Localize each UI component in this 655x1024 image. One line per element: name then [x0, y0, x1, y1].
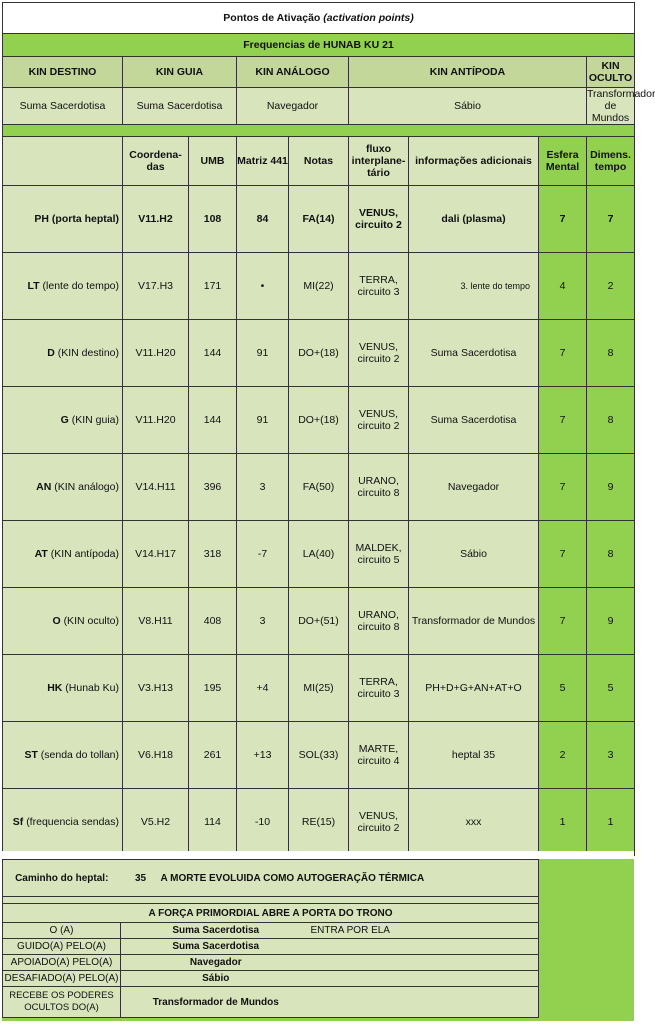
- kin-analogo-value: Navegador: [237, 88, 349, 125]
- cell-umb: 396: [189, 454, 237, 521]
- cell-info: Suma Sacerdotisa: [409, 320, 539, 387]
- row-label: [3, 454, 123, 521]
- cell-fluxo: [349, 722, 409, 789]
- row-code: AT: [34, 548, 48, 560]
- fluxo-planet: VENUS,: [358, 207, 399, 219]
- cell-coord: V11.H2: [123, 186, 189, 253]
- activation-sheet: [2, 2, 655, 856]
- row-label: [3, 521, 123, 588]
- col-esfera: Esfera Mental: [539, 137, 587, 186]
- fluxo-circuit: circuito 8: [357, 487, 400, 499]
- cell-umb: 114: [189, 789, 237, 856]
- cell-matriz: 3: [237, 454, 289, 521]
- cell-umb: 261: [189, 722, 237, 789]
- row-label-text: (KIN guia): [71, 414, 119, 426]
- cell-notas: DO+(18): [289, 387, 349, 454]
- table-row: [3, 320, 635, 387]
- cell-dim: 8: [587, 521, 635, 588]
- role-row: [3, 971, 539, 987]
- cell-fluxo: [349, 521, 409, 588]
- cell-matriz: 84: [237, 186, 289, 253]
- cell-coord: V3.H13: [123, 655, 189, 722]
- cell-info: Navegador: [409, 454, 539, 521]
- role-extra: [311, 939, 539, 955]
- row-label-text: (senda do tollan): [40, 749, 119, 761]
- roles-list: [3, 923, 539, 1018]
- row-code: PH: [34, 213, 49, 225]
- cell-dim: 9: [587, 588, 635, 655]
- kin-antipoda-value: Sábio: [349, 88, 587, 125]
- table-row: [3, 789, 635, 856]
- fluxo-planet: URANO,: [358, 609, 399, 621]
- cell-esfera: 7: [539, 186, 587, 253]
- col-dimens: Dimens. tempo: [587, 137, 635, 186]
- cell-coord: V8.H11: [123, 588, 189, 655]
- cell-dim: 9: [587, 454, 635, 521]
- cell-fluxo: [349, 253, 409, 320]
- col-notas: Notas: [289, 137, 349, 186]
- fluxo-circuit: circuito 4: [357, 755, 400, 767]
- fluxo-planet: MALDEK,: [355, 542, 402, 554]
- cell-dim: 8: [587, 387, 635, 454]
- cell-matriz: +4: [237, 655, 289, 722]
- cell-notas: MI(25): [289, 655, 349, 722]
- cell-notas: LA(40): [289, 521, 349, 588]
- cell-matriz: 91: [237, 320, 289, 387]
- cell-dim: 1: [587, 789, 635, 856]
- row-label-text: (KIN destino): [57, 347, 119, 359]
- kin-analogo-header: KIN ANÁLOGO: [237, 57, 349, 88]
- cell-info: Transformador de Mundos: [409, 588, 539, 655]
- cell-matriz: -7: [237, 521, 289, 588]
- table-row: [3, 454, 635, 521]
- cell-dim: 3: [587, 722, 635, 789]
- row-code: D: [47, 347, 55, 359]
- role-row: [3, 923, 539, 939]
- cell-dim: 7: [587, 186, 635, 253]
- role-row: [3, 987, 539, 1018]
- cell-esfera: 7: [539, 588, 587, 655]
- cell-coord: V14.H17: [123, 521, 189, 588]
- cell-notas: RE(15): [289, 789, 349, 856]
- role-row: [3, 955, 539, 971]
- col-coordenadas: Coordena-das: [123, 137, 189, 186]
- row-label-text: (Hunab Ku): [65, 682, 119, 694]
- row-label-text: (KIN antípoda): [50, 548, 119, 560]
- cell-fluxo: [349, 789, 409, 856]
- row-label-text: (lente do tempo): [42, 280, 119, 292]
- kin-destino-value: Suma Sacerdotisa: [3, 88, 123, 125]
- caminho-number: 35: [121, 860, 161, 897]
- kin-oculto-header: KIN OCULTO: [587, 57, 635, 88]
- cell-esfera: 7: [539, 387, 587, 454]
- row-code: AN: [36, 481, 52, 493]
- cell-fluxo: [349, 387, 409, 454]
- caminho-text: A MORTE EVOLUIDA COMO AUTOGERAÇÃO TÉRMICA: [161, 860, 539, 897]
- row-label: [3, 588, 123, 655]
- cell-matriz: +13: [237, 722, 289, 789]
- fluxo-circuit: circuito 5: [357, 554, 400, 566]
- col-fluxo: fluxo interplane-tário: [349, 137, 409, 186]
- col-matriz: Matriz 441: [237, 137, 289, 186]
- page-title: Pontos de Ativação (activation points): [3, 3, 635, 34]
- pad-row: [3, 897, 539, 904]
- cell-umb: 171: [189, 253, 237, 320]
- cell-notas: FA(14): [289, 186, 349, 253]
- role-label: APOIADO(A) PELO(A): [3, 955, 121, 971]
- summary-table: [2, 859, 539, 1018]
- fluxo-planet: TERRA,: [359, 274, 398, 286]
- fluxo-circuit: circuito 3: [357, 688, 400, 700]
- cell-info: heptal 35: [409, 722, 539, 789]
- spacer-row: [3, 125, 635, 137]
- cell-notas: SOL(33): [289, 722, 349, 789]
- fluxo-planet: MARTE,: [358, 743, 399, 755]
- cell-umb: 144: [189, 387, 237, 454]
- cell-coord: V11.H20: [123, 387, 189, 454]
- role-label: DESAFIADO(A) PELO(A): [3, 971, 121, 987]
- row-label: [3, 253, 123, 320]
- cell-info: PH+D+G+AN+AT+O: [409, 655, 539, 722]
- fluxo-planet: URANO,: [358, 475, 399, 487]
- cell-fluxo: [349, 186, 409, 253]
- cell-coord: V6.H18: [123, 722, 189, 789]
- table-row: [3, 655, 635, 722]
- role-extra: [311, 971, 539, 987]
- fluxo-circuit: circuito 2: [357, 822, 400, 834]
- cell-coord: V14.H11: [123, 454, 189, 521]
- cell-umb: 408: [189, 588, 237, 655]
- cell-esfera: 2: [539, 722, 587, 789]
- cell-notas: DO+(18): [289, 320, 349, 387]
- cell-info: dali (plasma): [409, 186, 539, 253]
- fluxo-planet: VENUS,: [358, 408, 399, 420]
- forca-title: A FORÇA PRIMORDIAL ABRE A PORTA DO TRONO: [3, 904, 539, 923]
- kin-guia-header: KIN GUIA: [123, 57, 237, 88]
- role-value: Suma Sacerdotisa: [121, 939, 311, 955]
- col-info: informações adicionais: [409, 137, 539, 186]
- cell-dim: 2: [587, 253, 635, 320]
- activation-table: [2, 2, 655, 856]
- cell-fluxo: [349, 454, 409, 521]
- row-label: [3, 320, 123, 387]
- role-value: Transformador de Mundos: [121, 987, 311, 1018]
- cell-matriz: -10: [237, 789, 289, 856]
- row-code: Sf: [12, 816, 24, 828]
- cell-fluxo: [349, 588, 409, 655]
- role-row: [3, 939, 539, 955]
- fluxo-circuit: circuito 8: [357, 621, 400, 633]
- cell-fluxo: [349, 655, 409, 722]
- row-label: [3, 722, 123, 789]
- cell-matriz: •: [237, 253, 289, 320]
- role-extra: [311, 955, 539, 971]
- col-label: [3, 137, 123, 186]
- cell-matriz: 3: [237, 588, 289, 655]
- role-label: O (A): [3, 923, 121, 939]
- table-row: [3, 186, 635, 253]
- col-umb: UMB: [189, 137, 237, 186]
- cell-fluxo: [349, 320, 409, 387]
- fluxo-circuit: circuito 2: [357, 420, 400, 432]
- summary-panel: [2, 859, 538, 1018]
- cell-esfera: 7: [539, 320, 587, 387]
- cell-dim: 5: [587, 655, 635, 722]
- role-value: Suma Sacerdotisa: [121, 923, 311, 939]
- fluxo-circuit: circuito 3: [357, 286, 400, 298]
- cell-notas: FA(50): [289, 454, 349, 521]
- cell-info: Suma Sacerdotisa: [409, 387, 539, 454]
- role-extra: ENTRA POR ELA: [311, 923, 539, 939]
- cell-esfera: 4: [539, 253, 587, 320]
- cell-matriz: 91: [237, 387, 289, 454]
- row-label: [3, 387, 123, 454]
- role-label: RECEBE OS PODERES OCULTOS DO(A): [3, 987, 121, 1018]
- row-code: ST: [24, 749, 38, 761]
- table-row: [3, 588, 635, 655]
- fluxo-planet: VENUS,: [358, 341, 399, 353]
- row-code: LT: [27, 280, 40, 292]
- cell-esfera: 7: [539, 521, 587, 588]
- cell-notas: MI(22): [289, 253, 349, 320]
- kin-oculto-value: Transformador de Mundos: [587, 88, 655, 124]
- row-label-text: (porta heptal): [51, 213, 119, 225]
- info-text: 3. lente do tempo: [460, 281, 530, 291]
- role-value: Sábio: [121, 971, 311, 987]
- row-label-text: (KIN análogo): [54, 481, 119, 493]
- frequencias-header: Frequencias de HUNAB KU 21: [3, 34, 635, 57]
- row-label: [3, 789, 123, 856]
- cell-esfera: 5: [539, 655, 587, 722]
- fluxo-planet: TERRA,: [359, 676, 398, 688]
- cell-info: xxx: [409, 789, 539, 856]
- section-gap: [2, 851, 634, 859]
- row-label: [3, 655, 123, 722]
- cell-coord: V17.H3: [123, 253, 189, 320]
- fluxo-circuit: circuito 2: [357, 353, 400, 365]
- cell-umb: 108: [189, 186, 237, 253]
- cell-umb: 318: [189, 521, 237, 588]
- table-row: [3, 253, 635, 320]
- row-label-text: (KIN oculto): [63, 615, 119, 627]
- kin-destino-header: KIN DESTINO: [3, 57, 123, 88]
- row-label: [3, 186, 123, 253]
- role-value: Navegador: [121, 955, 311, 971]
- role-label: GUIDO(A) PELO(A): [3, 939, 121, 955]
- cell-notas: DO+(51): [289, 588, 349, 655]
- row-code: G: [60, 414, 69, 426]
- caminho-label: Caminho do heptal:: [3, 860, 121, 897]
- table-row: [3, 722, 635, 789]
- cell-esfera: 1: [539, 789, 587, 856]
- row-label-text: (frequencia sendas): [26, 816, 119, 828]
- fluxo-planet: VENUS,: [358, 810, 399, 822]
- kin-antipoda-header: KIN ANTÍPODA: [349, 57, 587, 88]
- cell-coord: V5.H2: [123, 789, 189, 856]
- row-code: HK: [47, 682, 63, 694]
- cell-coord: V11.H20: [123, 320, 189, 387]
- role-extra: [311, 987, 539, 1018]
- fluxo-circuit: circuito 2: [355, 219, 402, 231]
- table-row: [3, 387, 635, 454]
- cell-umb: 144: [189, 320, 237, 387]
- cell-dim: 8: [587, 320, 635, 387]
- kin-guia-value: Suma Sacerdotisa: [123, 88, 237, 125]
- row-code: O: [52, 615, 61, 627]
- cell-umb: 195: [189, 655, 237, 722]
- data-rows: [3, 186, 635, 856]
- table-row: [3, 521, 635, 588]
- cell-info: [409, 253, 539, 320]
- cell-esfera: 7: [539, 454, 587, 521]
- cell-info: Sábio: [409, 521, 539, 588]
